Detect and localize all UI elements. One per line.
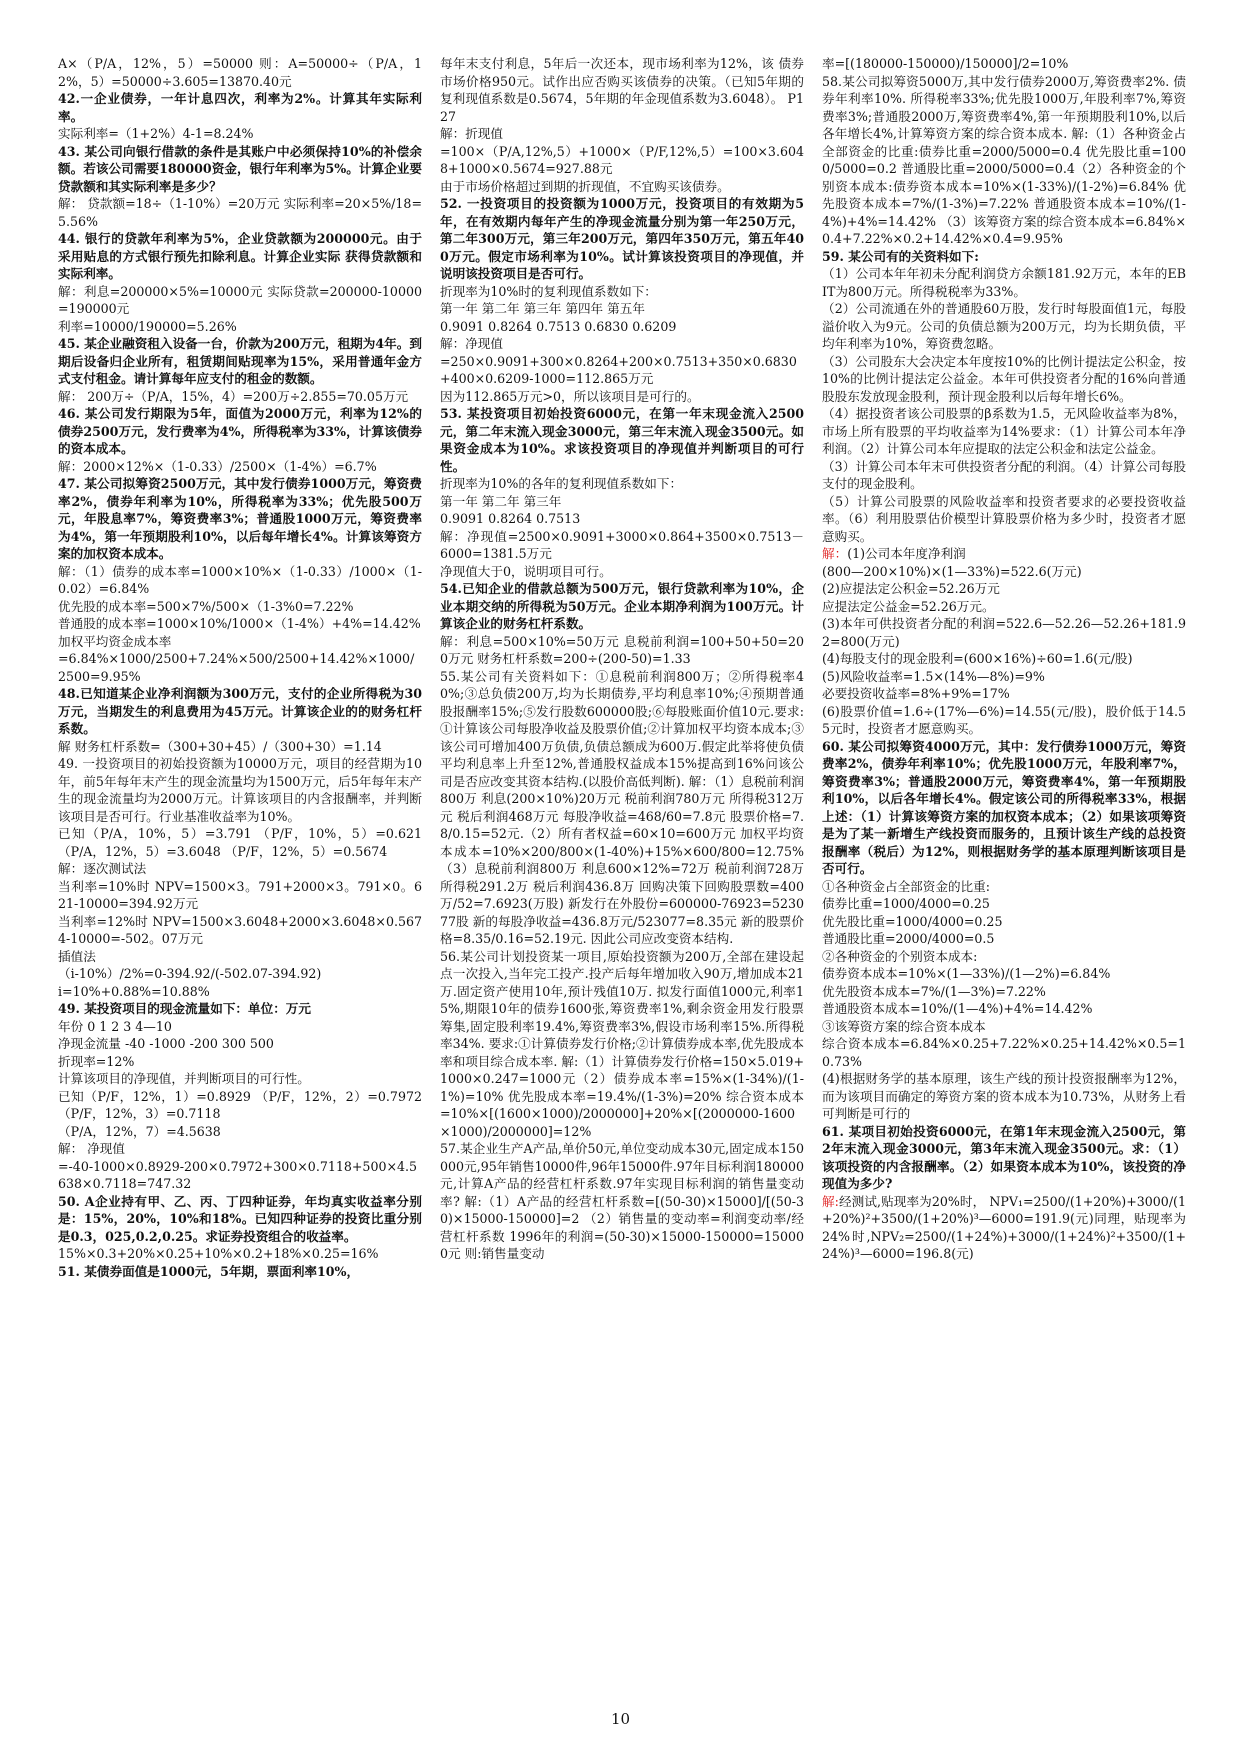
text-paragraph: 解： 净现值 [58, 1141, 125, 1156]
question-heading: 49. 某投资项目的现金流量如下：单位：万元 [58, 1001, 311, 1016]
text-paragraph: （i-10%）/2%=0-394.92/(-502.07-394.92) [58, 966, 322, 981]
text-paragraph: （2）公司流通在外的普通股60万股，发行时每股面值1元，每股溢价收入为9元。公司的负债总额为200万元，均为长期负债，平均年利率为10%，筹资费忽略。 [822, 301, 1186, 351]
column-2 [440, 55, 809, 1695]
text-paragraph: 加权平均资金成本率 [58, 633, 172, 649]
question-heading: 59. 某公司有的关资料如下: [822, 248, 979, 264]
text-paragraph: 折现率为10%时的复利现值系数如下： [440, 283, 657, 299]
question-heading: 47. 某公司拟筹资2500万元，其中发行债券1000万元，筹资费率2%，债券年利率为10%，所得税率为33%；优先股500万元，年股息率7%，筹资费率3%；普通股1000万元，筹资费率为4%，第一年预期股利10%，以后每年增长4%。计算该筹资方案的加权资本成本。 [58, 476, 422, 561]
text-paragraph: 55.某公司有关资料如下：①息税前利润800万；②所得税率40%;③总负债200万,均为长期债券,平均利息率10%;④预期普通股报酬率15%;⑤发行股数600000股;⑥每股账面价值10元.要求:①计算该公司每股净收益及股票价值;②计算加权平均资本成本;③该公司可增加400万负债,负债总额成为600万.假定此举将使负债平均利息率上升至12%,普通股权益成本15%提高到16%问该公司是否应改变其资本结构.(以股价高低判断). 解：（1）息税前利润800万 利息(200×10%)20万元 税前利润780万元 所得税312万元 税后利润468万元 每股净收益=468/60=7.8元 股票价格=7.8/0.15=52元.（2）所有者权益=60×10=600万元 加权平均资本成本=10%×200/800×(1-40%)+15%×600/800=12.75% （3）息税前利润800万 利息600×12%=72万 税前利润728万 所得税291.2万 税后利润436.8万 回购决策下回购股票数=400万/52=7.6923(万股) 新发行在外股份=600000-76923=523077股 新的每股净收益=436.8万元/523077=8.35元 新的股票价格=8.35/0.16=52.19元. 因此公司应改变资本结构. [440, 668, 809, 946]
text-paragraph: 优先股资本成本=7%/(1—3%)=7.22% [822, 983, 1046, 999]
text-paragraph: 每年末支付利息，5年后一次还本，现市场利率为12%，该 债券市场价格950元。试作出应否购买该债券的决策。（已知5年期的复利现值系数是0.5674，5年期的年金现值系数为3.6048）。 P127 [440, 56, 804, 124]
text-paragraph [822, 545, 1186, 563]
text-paragraph: 折现率为10%的各年的复利现值系数如下： [440, 476, 683, 491]
text-paragraph: 解 财务杠杆系数=（300+30+45）/（300+30）=1.14 [58, 738, 382, 754]
text-paragraph: 优先股的成本率=500×7%/500×（1-3%0=7.22% [58, 598, 354, 614]
text-paragraph: ①各种资金占全部资金的比重: [822, 878, 990, 894]
text-paragraph: (6)股票价值=1.6÷(17%—6%)=14.55(元/股)，股价低于14.55元时，投资者才愿意购买。 [822, 703, 1186, 736]
question-heading: 54.已知企业的借款总额为500万元，银行贷款利率为10%，企业本期交纳的所得税为50万元。企业本期净利润为100万元。计算该企业的财务杠杆系数。 [440, 581, 804, 631]
text-paragraph: 应提法定公益金=52.26万元。 [822, 598, 995, 614]
question-heading: 42.一企业债券，一年计息四次，利率为2%。计算其年实际利率。 [58, 91, 422, 124]
text-paragraph: 解：逐次测试法 [58, 861, 147, 876]
text-paragraph: 优先股比重=1000/4000=0.25 [822, 913, 1003, 929]
text-paragraph: 56.某公司计划投资某一项目,原始投资额为200万,全部在建设起点一次投入,当年完工投产.投产后每年增加收入90万,增加成本21万.固定资产使用10年,预计残值10万. 拟发行面值1000元,利率15%,期限10年的债券1600张,筹资费率1%,剩余资金用发行股票筹集,固定股利率19.4%,筹资费率3%,假设市场利率15%.所得税率34%. 要求:①计算债券发行价格;②计算债券成本率,优先股成本率和项目综合成本率. 解:（1）计算债券发行价格=150×5.019+1000×0.247=1000元（2）债券成本率=15%×(1-34%)/(1-1%)=10% 优先股成本率=19.4%/(1-3%)=20% 综合资本成本=10%×[(1600×1000)/2000000]+20%×[(2000000-1600×1000)/2000000]=12% [440, 948, 804, 1139]
text-paragraph: 率=[(180000-150000)/150000]/2=10% [822, 56, 1069, 71]
question-heading: 50. A企业持有甲、乙、丙、丁四种证券，年均真实收益率分别是：15%，20%，10%和18%。已知四种证券的投资比重分别是0.3，025,0.2,0.25。求证券投资组合的收益率。 [58, 1193, 422, 1244]
text-paragraph: 解：利息=500×10%=50万元 息税前利润=100+50+50=200万元 财务杠杆系数=200÷(200-50)=1.33 [440, 633, 804, 666]
solution-marker: 解： [822, 546, 848, 561]
text-paragraph: 普通股的成本率=1000×10%/1000×（1-4%）+4%=14.42% [58, 616, 421, 631]
text-paragraph: 综合资本成本=6.84%×0.25+7.22%×0.25+14.42%×0.5=10.73% [822, 1036, 1186, 1069]
text-paragraph: （3）计算公司本年末可供投资者分配的利润。（4）计算公司每股支付的现金股利。 [822, 458, 1186, 491]
text-paragraph: i=10%+0.88%=10.88% [58, 983, 210, 999]
text-paragraph: =250×0.9091+300×0.8264+200×0.7513+350×0.6830+400×0.6209-1000=112.865万元 [440, 353, 797, 386]
text-paragraph [822, 1193, 1186, 1263]
text-paragraph: 净现值大于0，说明项目可行。 [440, 563, 612, 579]
text-paragraph: (4)每股支付的现金股利=(600×16%)÷60=1.6(元/股) [822, 651, 1133, 666]
solution-text: 经测试,贴现率为20%时， NPV₁=2500/(1+20%)+3000/(1+20%)²+3500/(1+20%)³—6000=191.9(元)同理，贴现率为24%时,NPV₂=2500/(1+24%)+3000/(1+24%)²+3500/(1+24%)³—6000=196.8(元) [822, 1193, 1186, 1261]
text-paragraph: (5)风险收益率=1.5×(14%—8%)=9% [822, 668, 1045, 684]
text-paragraph: （3）公司股东大会决定本年度按10%的比例计提法定公积金，按10%的比例计提法定公益金。本年可供投资者分配的16%向普通股股东发放现金股利，预计现金股利以后每年增长6%。 [822, 353, 1186, 404]
text-paragraph: ②各种资金的个别资本成本: [822, 948, 978, 964]
text-paragraph: 0.9091 0.8264 0.7513 [440, 511, 581, 526]
text-paragraph: 解：折现值 [440, 126, 503, 141]
text-paragraph: 58.某公司拟筹资5000万,其中发行债券2000万,筹资费率2%. 债券年利率10%. 所得税率33%;优先股1000万,年股利率7%,筹资费率3%;普通股2000万,筹资费率4%,第一年预期股利10%,以后各年增长4%,计算筹资方案的综合资本成本. 解:（1）各种资金占全部资金的比重:债券比重=2000/5000=0.4 优先股比重=1000/5000=0.2 普通股比重=2000/5000=0.4（2）各种资金的个别资本成本:债券资本成本=10%×(1-33%)/(1-2%)=6.84% 优先股资本成本=7%/(1-3%)=7.22% 普通股资本成本=10%/(1-4%)+4%=14.42% （3）该筹资方案的综合资本成本=6.84%×0.4+7.22%×0.2+14.42%×0.4=9.95% [822, 73, 1186, 246]
question-heading: 51. 某债券面值是1000元，5年期，票面利率10%， [58, 1263, 360, 1279]
text-paragraph: 普通股资本成本=10%/(1—4%)+4%=14.42% [822, 1001, 1093, 1016]
text-paragraph: 利率=10000/190000=5.26% [58, 318, 237, 334]
text-paragraph: 普通股比重=2000/4000=0.5 [822, 931, 995, 946]
text-paragraph: (2)应提法定公积金=52.26万元 [822, 581, 1000, 596]
text-paragraph: 当利率=12%时 NPV=1500×3.6048+2000×3.6048×0.5674-10000=-502。07万元 [58, 913, 422, 946]
text-paragraph: 解：净现值 [440, 336, 503, 351]
text-paragraph: 因为112.865万元>0，所以该项目是可行的。 [440, 388, 700, 404]
page-number: 10 [610, 1710, 631, 1728]
text-paragraph: 0.9091 0.8264 0.7513 0.6830 0.6209 [440, 318, 677, 334]
document-page [58, 55, 1188, 1695]
text-paragraph: 49. 一投资项目的初始投资额为10000万元，项目的经营期为10年，前5年每年末产生的现金流量均为1500万元，后5年每年末产生的现金流量均为2000万元。计算该项目的内含报酬率，并判断该项目是否可行。行业基准收益率为10%。 [58, 756, 422, 824]
text-paragraph: A×（P/A，12%，5）=50000 则：A=50000÷（P/A，12%，5）=50000÷3.605=13870.40元 [58, 56, 422, 89]
text-paragraph: 第一年 第二年 第三年 [440, 493, 562, 509]
question-heading: 52. 一投资项目的投资额为1000万元，投资项目的有效期为5年，在有效期内每年产生的净现金流量分别为第一年250万元，第二年300万元，第三年200万元，第四年350万元，第五年400万元。假定市场利率为10%。试计算该投资项目的净现值，并说明该投资项目是否可行。 [440, 196, 804, 281]
text-paragraph: =-40-1000×0.8929-200×0.7972+300×0.7118+500×4.5638×0.7118=747.32 [58, 1158, 418, 1191]
text-paragraph: 第一年 第二年 第三年 第四年 第五年 [440, 301, 645, 316]
text-paragraph: 债券资本成本=10%×(1—33%)/(1—2%)=6.84% [822, 966, 1111, 981]
question-heading: 48.已知道某企业净利润额为300万元，支付的企业所得税为30万元，当期发生的利息费用为45万元。计算该企业的的财务杠杆系数。 [58, 686, 422, 736]
text-paragraph: 当利率=10%时 NPV=1500×3。791+2000×3。791×0。621-10000=394.92万元 [58, 878, 422, 911]
text-paragraph: 必要投资收益率=8%+9%=17% [822, 686, 1010, 701]
text-paragraph: =6.84%×1000/2500+7.24%×500/2500+14.42%×1000/2500=9.95% [58, 651, 415, 684]
text-paragraph: 债券比重=1000/4000=0.25 [822, 896, 990, 911]
text-paragraph: 折现率=12% [58, 1053, 135, 1069]
text-paragraph: 已知（P/F，12%，1）=0.8929 （P/F，12%，2）=0.7972 （P/F，12%，3）=0.7118 [58, 1088, 427, 1121]
text-paragraph: 实际利率=（1+2%）4-1=8.24% [58, 126, 254, 141]
text-paragraph: 已知（P/A，10%，5）=3.791 （P/F，10%，5）=0.621 （P/A，12%，5）=3.6048 （P/F，12%，5）=0.5674 [58, 826, 427, 859]
text-paragraph: 解： 贷款额=18÷（1-10%）=20万元 实际利率=20×5%/18=5.56% [58, 196, 422, 229]
text-paragraph: ③该筹资方案的综合资本成本 [822, 1018, 986, 1034]
solution-text: (1)公司本年度净利润 [847, 546, 966, 561]
question-heading: 43. 某公司向银行借款的条件是其账户中必须保持10%的补偿余额。若该公司需要180000资金，银行年利率为5%。计算企业要贷款额和其实际利率是多少？ [58, 143, 422, 194]
question-heading: 46. 某公司发行期限为5年，面值为2000万元，利率为12%的债券2500万元，发行费率为4%，所得税率为33%，计算该债券的资本成本。 [58, 406, 422, 456]
question-heading: 61. 某项目初始投资6000元，在第1年末现金流入2500元，第2年末流入现金3000元，第3年末流入现金3500元。求：（1）该项投资的内含报酬率。（2）如果资本成本为10%，该投资的净现值为多少? [822, 1123, 1186, 1191]
question-heading: 45. 某企业融资租入设备一台，价款为200万元，租期为4年。到期后设备归企业所有，租赁期间贴现率为15%，采用普通年金方式支付租金。请计算每年应支付的租金的数额。 [58, 336, 422, 386]
text-paragraph: 解：（1）债券的成本率=1000×10%×（1-0.33）/1000×（1-0.02）=6.84% [58, 563, 422, 596]
text-paragraph: （4）据投资者该公司股票的β系数为1.5，无风险收益率为8%，市场上所有股票的平均收益率为14%要求：（1）计算公司本年净利润。（2）计算公司本年应提取的法定公积金和法定公益金。 [822, 406, 1186, 456]
text-paragraph: （5）计算公司股票的风险收益率和投资者要求的必要投资收益率。（6）利用股票估价模型计算股票价格为多少时，投资者才愿意购买。 [822, 493, 1186, 544]
text-paragraph: 解：2000×12%×（1-0.33）/2500×（1-4%）=6.7% [58, 458, 377, 474]
text-paragraph: 15%×0.3+20%×0.25+10%×0.2+18%×0.25=16% [58, 1246, 379, 1261]
text-paragraph: 计算该项目的净现值，并判断项目的可行性。 [58, 1071, 310, 1086]
text-paragraph: 净现金流量 -40 -1000 -200 300 500 [58, 1036, 274, 1051]
text-paragraph: （1）公司本年年初未分配利润贷方余额181.92万元，本年的EBIT为800万元。所得税税率为33%。 [822, 266, 1186, 299]
text-paragraph: (4)根据财务学的基本原理，该生产线的预计投资报酬率为12%，而为该项目而确定的筹资方案的资本成本为10.73%，从财务上看可判断是可行的 [822, 1071, 1186, 1121]
text-paragraph: 解：利息=200000×5%=10000元 实际贷款=200000-10000=190000元 [58, 283, 422, 316]
text-paragraph: 插值法 [58, 948, 96, 964]
text-paragraph: 由于市场价格超过到期的折现值，不宜购买该债券。 [440, 178, 730, 194]
column-1 [58, 55, 427, 1695]
text-paragraph: 57.某企业生产A产品,单价50元,单位变动成本30元,固定成本150000元,95年销售10000件,96年15000件.97年目标利润180000元,计算A产品的经营杠杆系数.97年实现目标利润的销售量变动率? 解:（1）A产品的经营杠杆系数=[(50-30)×15000]/[(50-30)×15000-150000]=2 （2）销售量的变动率=利润变动率/经营杠杆系数 1996年的利润=(50-30)×15000-150000=150000元 则:销售量变动 [440, 1141, 804, 1261]
question-heading: 60. 某公司拟筹资4000万元，其中：发行债券1000万元，筹资费率2%，债券年利率10%；优先股1000万元，年股利率7%，筹资费率3%；普通股2000万元，筹资费率4%，第一年预期股利10%，以后各年增长4%。假定该公司的所得税率33%，根据上述：（1）计算该筹资方案的加权资本成本；（2）如果该项筹资是为了某一新增生产线投资而服务的，且预计该生产线的总投资报酬率（税后）为12%，则根据财务学的基本原理判断该项目是否可行。 [822, 738, 1186, 876]
text-paragraph: 解：净现值=2500×0.9091+3000×0.864+3500×0.7513－6000=1381.5万元 [440, 528, 804, 561]
text-paragraph: 解： 200万÷（P/A，15%，4）=200万÷2.855=70.05万元 [58, 388, 409, 404]
text-paragraph: (800—200×10%)×(1—33%)=522.6(万元) [822, 563, 1082, 579]
question-heading: 53. 某投资项目初始投资6000元，在第一年末现金流入2500元，第二年末流入现金3000元，第三年末流入现金3500元。如果资金成本为10%。求该投资项目的净现值并判断项目的可行性。 [440, 406, 804, 474]
text-paragraph: （P/A，12%，7）=4.5638 [58, 1123, 221, 1139]
text-paragraph: =100×（P/A,12%,5）+1000×（P/F,12%,5）=100×3.6048+1000×0.5674=927.88元 [440, 143, 804, 176]
column-3 [822, 55, 1186, 1695]
text-paragraph: 年份 0 1 2 3 4—10 [58, 1018, 172, 1034]
solution-marker: 解: [822, 1193, 839, 1209]
question-heading: 44. 银行的贷款年利率为5%，企业贷款额为200000元。由于采用贴息的方式银行预先扣除利息。计算企业实际 获得贷款额和实际利率。 [58, 231, 422, 281]
text-paragraph: (3)本年可供投资者分配的利润=522.6—52.26—52.26+181.92=800(万元) [822, 616, 1186, 649]
